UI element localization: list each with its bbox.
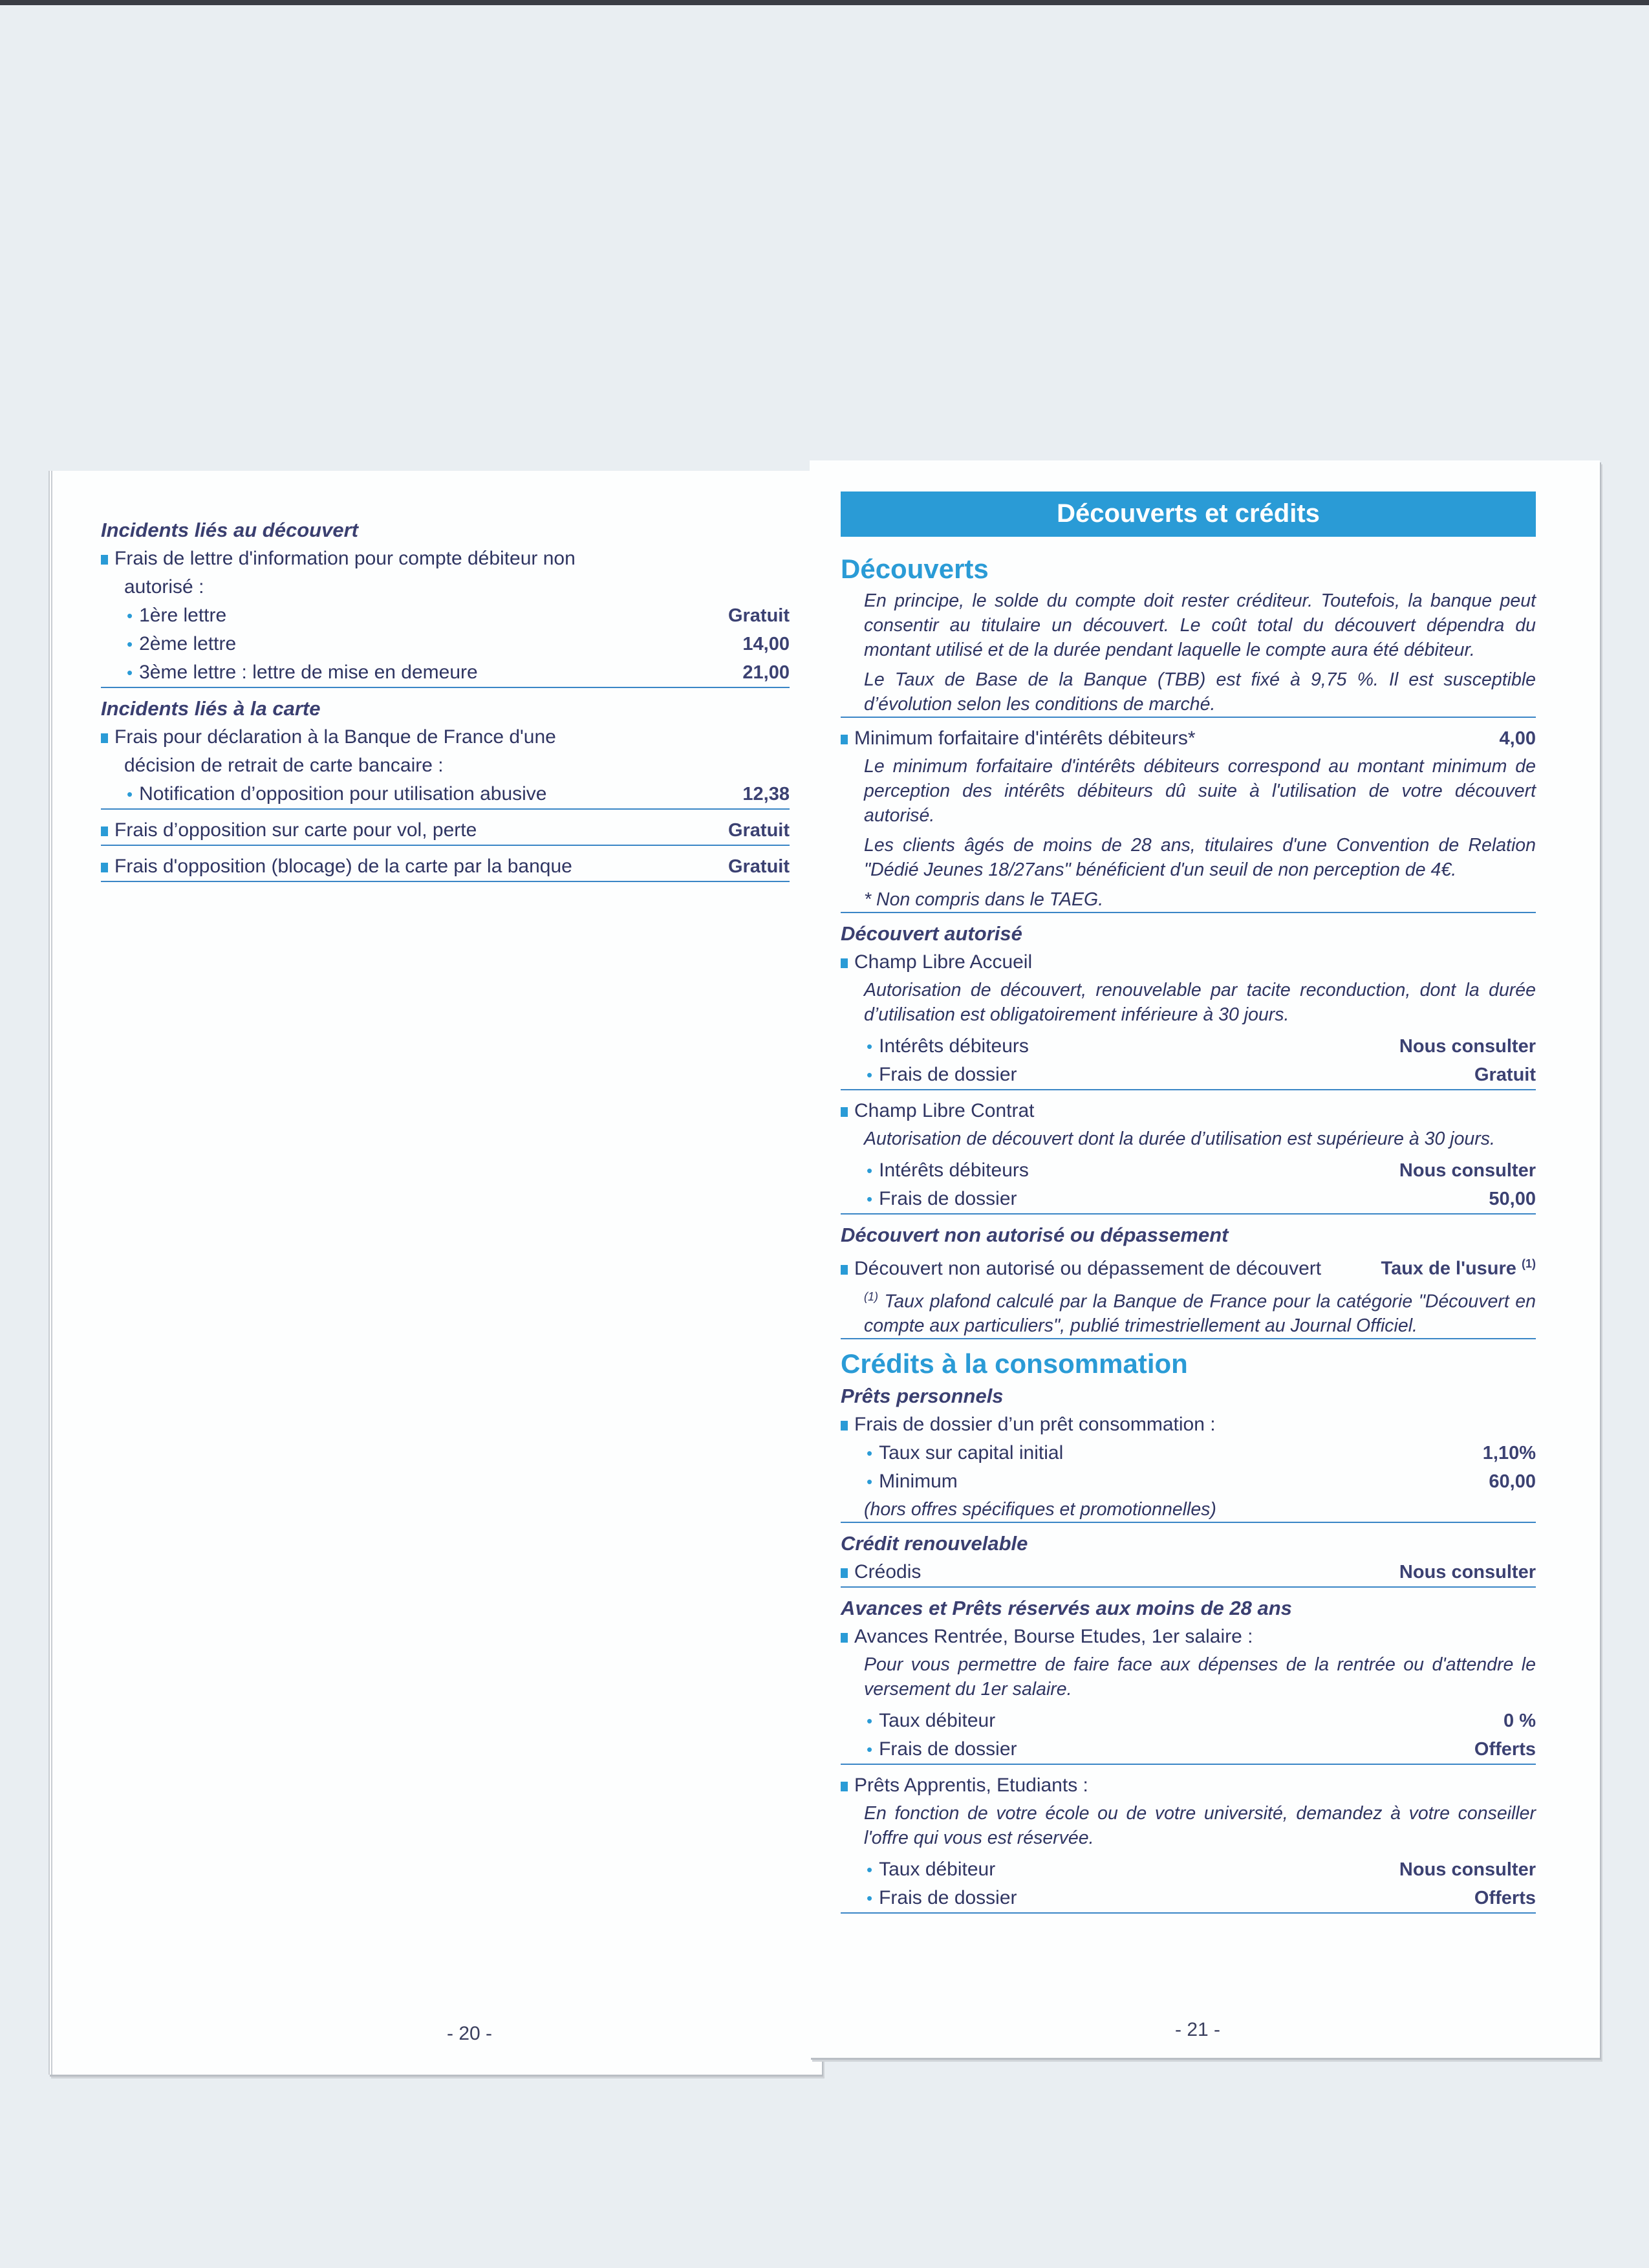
item-description: En fonction de votre école ou de votre université, demandez à votre conseiller l'offre qui vous est réservée. [864,1803,1536,1849]
page-20 [48,471,822,2075]
dot-bullet-icon: • [867,1888,873,1908]
fee-item [841,948,1536,977]
dot-bullet-icon: • [127,784,133,804]
section-banner: Découverts et crédits [841,491,1536,537]
item-label-cont: décision de retrait de carte bancaire : [124,755,444,776]
note: * Non compris dans le TAEG. [841,887,1536,913]
square-bullet-icon [841,1633,848,1643]
subsection-title: Crédit renouvelable [841,1532,1028,1555]
note: Les clients âgés de moins de 28 ans, titulaires d'une Convention de Relation "Dédié Jeunes 18/27ans" bénéficient d'un seuil de non perception de 4€. [864,835,1536,880]
footnote-mark: (1) [1522,1257,1536,1270]
square-bullet-icon [841,1265,848,1275]
scan-edge [0,0,1649,5]
dot-bullet-icon: • [867,1740,873,1760]
subsection-title: Prêts personnels [841,1385,1004,1408]
row-value: Offerts [1474,1888,1536,1909]
fee-item [841,1249,1536,1283]
item-value-text: Taux de l'usure [1381,1258,1516,1279]
fee-item [101,723,790,751]
row-value: Nous consulter [1399,1036,1536,1057]
dot-bullet-icon: • [867,1443,873,1463]
note: (hors offres spécifiques et promotionnelles) [841,1497,1536,1523]
square-bullet-icon [101,863,108,872]
row-value: Nous consulter [1399,1160,1536,1181]
fee-row [841,1735,1536,1765]
fee-item [841,724,1536,753]
fee-row [841,1467,1536,1496]
dot-bullet-icon: • [867,1472,873,1492]
row-label: 3ème lettre : lettre de mise en demeure [139,662,478,683]
section-title: Incidents liés à la carte [101,697,321,720]
row-value: 21,00 [742,662,790,683]
square-bullet-icon [841,1421,848,1431]
row-value: 14,00 [742,634,790,654]
square-bullet-icon [841,1568,848,1578]
row-label: Frais de dossier [879,1064,1017,1085]
paragraph: En principe, le solde du compte doit rester créditeur. Toutefois, la banque peut consentir au titulaire un découvert. Le coût total du découvert dépendra du montant utilisé et de la durée pendant laquelle le compte aura été débiteur. [864,590,1536,660]
row-label: Intérêts débiteurs [879,1160,1029,1181]
subsection-title: Découvert autorisé [841,922,1022,945]
square-bullet-icon [841,1782,848,1791]
fee-item [101,816,790,846]
row-label: Taux sur capital initial [879,1442,1064,1464]
row-value: 12,38 [742,784,790,805]
square-bullet-icon [841,735,848,744]
row-value: Nous consulter [1399,1859,1536,1881]
page-number: - 21 - [1175,2019,1221,2040]
fee-item [101,852,790,882]
fee-row [101,658,790,688]
fee-item [841,1623,1536,1651]
fee-row [841,1061,1536,1090]
item-label: Créodis [854,1561,921,1583]
square-bullet-icon [101,555,108,565]
section-title: Incidents liés au découvert [101,519,358,541]
dot-bullet-icon: • [867,1037,873,1056]
row-label: Minimum [879,1471,958,1493]
page-20-content [101,516,790,889]
item-description: Pour vous permettre de faire face aux dépenses de la rentrée ou d'attendre le versement du 1er salaire. [864,1654,1536,1700]
square-bullet-icon [841,958,848,968]
item-label: Champ Libre Contrat [854,1100,1035,1121]
fee-row [101,601,790,630]
section-heading: Crédits à la consommation [841,1348,1188,1379]
square-bullet-icon [841,1107,848,1117]
item-label: Frais d'opposition (blocage) de la carte par la banque [114,856,572,877]
item-label: Frais pour déclaration à la Banque de France d'une [114,726,556,748]
item-label: Champ Libre Accueil [854,951,1033,973]
row-value: 60,00 [1489,1471,1536,1493]
fee-item [841,1558,1536,1588]
dot-bullet-icon: • [127,663,133,682]
dot-bullet-icon: • [867,1711,873,1731]
fee-item [841,1771,1536,1800]
fee-row [841,1032,1536,1061]
fee-row [101,780,790,810]
dot-bullet-icon: • [867,1189,873,1209]
item-label-cont: autorisé : [124,576,204,598]
footnote-text: Taux plafond calculé par la Banque de France pour la catégorie "Découvert en compte aux particuliers", publié trimestriellement au Journal Officiel. [864,1291,1536,1337]
page-21 [810,460,1600,2058]
row-label: 2ème lettre [139,633,237,654]
dot-bullet-icon: • [127,606,133,625]
fee-row [101,630,790,658]
item-value [1381,1249,1536,1283]
fee-row [841,1855,1536,1884]
item-label: Prêts Apprentis, Etudiants : [854,1775,1088,1797]
fee-row [841,1707,1536,1735]
row-value: 0 % [1503,1711,1536,1732]
item-label: Frais de lettre d'information pour compte débiteur non [114,548,576,569]
row-label: Taux débiteur [879,1859,996,1881]
fee-row [841,1156,1536,1185]
row-value: Offerts [1474,1739,1536,1760]
fee-row [841,1185,1536,1215]
item-description: Autorisation de découvert, renouvelable par tacite reconduction, dont la durée d’utilisation est obligatoirement inférieure à 30 jours. [864,980,1536,1025]
row-value: 50,00 [1489,1189,1536,1209]
subsection-title: Avances et Prêts réservés aux moins de 28 ans [841,1597,1292,1620]
row-label: Frais de dossier [879,1188,1017,1209]
square-bullet-icon [101,733,108,743]
fee-row [841,1439,1536,1467]
item-label: Minimum forfaitaire d'intérêts débiteurs* [854,728,1196,749]
page-21-content [841,491,1536,1920]
square-bullet-icon [101,826,108,836]
row-label: Frais de dossier [879,1738,1017,1760]
footnote [841,1284,1536,1340]
item-label: Frais d’opposition sur carte pour vol, perte [114,819,477,841]
row-label: Notification d’opposition pour utilisation abusive [139,783,547,805]
fee-item [841,1410,1536,1439]
fee-item [101,545,790,573]
item-label: Frais de dossier d’un prêt consommation : [854,1414,1216,1436]
item-description: Autorisation de découvert dont la durée d’utilisation est supérieure à 30 jours. [864,1129,1495,1149]
item-label: Découvert non autorisé ou dépassement de découvert [854,1257,1322,1279]
item-value: 4,00 [1499,728,1536,749]
dot-bullet-icon: • [867,1161,873,1180]
section-heading: Découverts [841,554,989,584]
dot-bullet-icon: • [867,1860,873,1880]
item-label: Avances Rentrée, Bourse Etudes, 1er salaire : [854,1626,1253,1648]
fee-item [841,1097,1536,1125]
row-label: Intérêts débiteurs [879,1035,1029,1057]
row-label: Frais de dossier [879,1887,1017,1909]
row-value: 1,10% [1482,1443,1536,1464]
dot-bullet-icon: • [127,634,133,654]
footnote-mark: (1) [864,1290,878,1303]
subsection-title: Découvert non autorisé ou dépassement [841,1224,1229,1246]
page-number: - 20 - [447,2023,493,2044]
row-value: Gratuit [1474,1064,1536,1085]
row-label: Taux débiteur [879,1710,996,1732]
fee-row [841,1884,1536,1914]
item-value: Gratuit [727,820,790,841]
note: Le minimum forfaitaire d'intérêts débiteurs correspond au montant minimum de perception des intérêts débiteurs dû suite à l'utilisation de votre découvert autorisé. [864,756,1536,826]
paragraph: Le Taux de Base de la Banque (TBB) est fixé à 9,75 %. Il est susceptible d’évolution selon les conditions de marché. [841,667,1536,718]
item-value: Gratuit [727,856,790,877]
item-value: Nous consulter [1399,1562,1536,1583]
row-value: Gratuit [727,605,790,626]
dot-bullet-icon: • [867,1065,873,1085]
row-label: 1ère lettre [139,605,227,626]
